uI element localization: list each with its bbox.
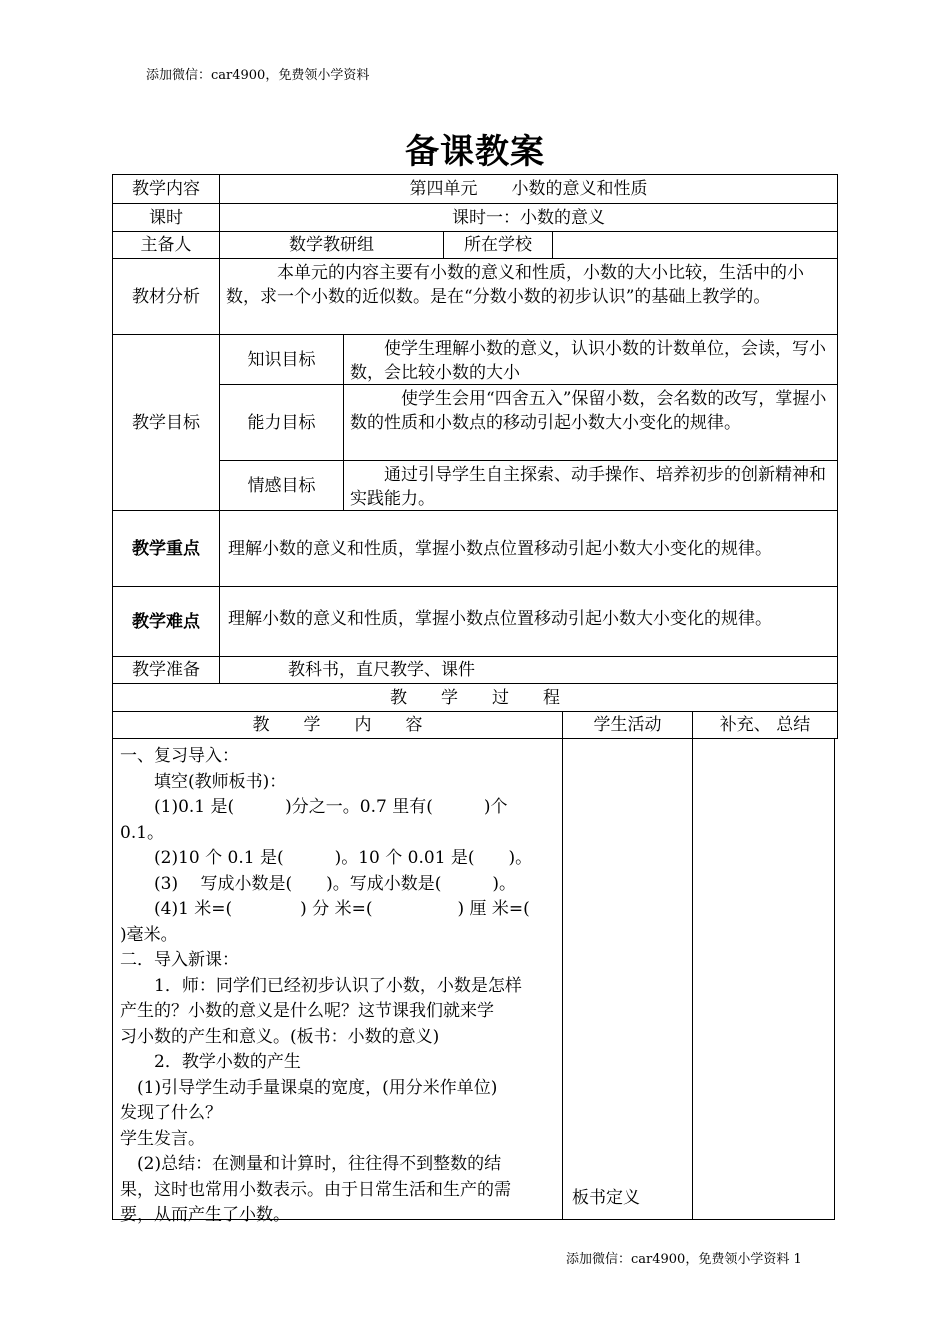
value-school	[552, 231, 838, 259]
value-difficulty: 理解小数的意义和性质，掌握小数点位置移动引起小数大小变化的规律。	[219, 586, 838, 657]
summary-cell	[692, 738, 835, 1220]
process-text	[120, 744, 560, 1229]
process-line: (2)总结：在测量和计算时，往往得不到整数的结	[120, 1154, 502, 1174]
label-key: 教学重点	[112, 510, 220, 587]
process-line: 二．导入新课：	[120, 950, 239, 970]
value-period: 课时一：小数的意义	[219, 203, 838, 232]
process-line: 要，从而产生了小数。	[120, 1205, 290, 1225]
col-student-header: 学生活动	[562, 711, 693, 739]
process-line: 习小数的产生和意义。(板书：小数的意义)	[120, 1026, 440, 1047]
label-school: 所在学校	[443, 231, 553, 259]
label-preparer: 主备人	[112, 231, 220, 259]
process-line: 1．师：同学们已经初步认识了小数，小数是怎样	[120, 975, 522, 996]
process-line: 0.1。	[120, 822, 165, 843]
col-summary-header: 补充、 总结	[692, 711, 838, 739]
label-ability: 能力目标	[219, 384, 344, 461]
value-knowledge: 使学生理解小数的意义，认识小数的计数单位，会读，写小数，会比较小数的大小	[343, 334, 838, 385]
value-content: 第四单元 小数的意义和性质	[219, 174, 838, 204]
value-emotion: 通过引导学生自主探索、动手操作、培养初步的创新精神和实践能力。	[343, 460, 838, 511]
student-activity-note: 板书定义	[572, 1188, 640, 1208]
process-line: 产生的？小数的意义是什么呢？这节课我们就来学	[120, 1001, 494, 1021]
label-emotion: 情感目标	[219, 460, 344, 511]
value-prep: 教科书，直尺教学、课件	[219, 656, 838, 684]
page-title: 备课教案	[405, 132, 545, 172]
process-line: 果，这时也常用小数表示。由于日常生活和生产的需	[120, 1179, 511, 1200]
process-line: 填空(教师板书)：	[120, 771, 287, 792]
label-knowledge: 知识目标	[219, 334, 344, 385]
process-line: (1)0.1 是( )分之一。0.7 里有( )个	[120, 797, 508, 817]
label-period: 课时	[112, 203, 220, 232]
process-line: (2)10 个 0.1 是( )。10 个 0.01 是( )。	[120, 848, 533, 868]
process-line: 2．教学小数的产生	[120, 1052, 301, 1072]
value-analysis: 本单元的内容主要有小数的意义和性质，小数的大小比较，生活中的小数，求一个小数的近似数。是在“分数小数的初步认识”的基础上教学的。	[219, 258, 838, 335]
header-note: 添加微信：car4900，免费领小学资料	[146, 68, 370, 83]
process-line: 发现了什么？	[120, 1103, 222, 1123]
process-line: 学生发言。	[120, 1128, 205, 1149]
student-activity-cell	[562, 738, 693, 1220]
value-preparer: 数学教研组	[219, 231, 444, 259]
footer-note: 添加微信：car4900，免费领小学资料 1	[566, 1252, 802, 1267]
label-prep: 教学准备	[112, 656, 220, 684]
label-goals: 教学目标	[112, 334, 220, 511]
process-line: (1)引导学生动手量课桌的宽度，(用分米作单位)	[120, 1077, 498, 1098]
process-line: 一、复习导入：	[120, 746, 239, 766]
process-line: )毫米。	[120, 924, 178, 945]
value-ability: 使学生会用“四舍五入”保留小数，会名数的改写，掌握小数的性质和小数点的移动引起小数大小变化的规律。	[343, 384, 838, 461]
label-difficulty: 教学难点	[112, 586, 220, 657]
process-line: (3) 写成小数是( )。写成小数是( )。	[120, 873, 517, 894]
col-content-header: 教 学 内 容	[112, 711, 563, 739]
process-header: 教 学 过 程	[112, 683, 838, 712]
process-line: (4)1 米=( ) 分 米=( ) 厘 米=(	[120, 899, 530, 919]
value-key: 理解小数的意义和性质，掌握小数点位置移动引起小数大小变化的规律。	[219, 510, 838, 587]
label-analysis: 教材分析	[112, 258, 220, 335]
label-content: 教学内容	[112, 174, 220, 204]
